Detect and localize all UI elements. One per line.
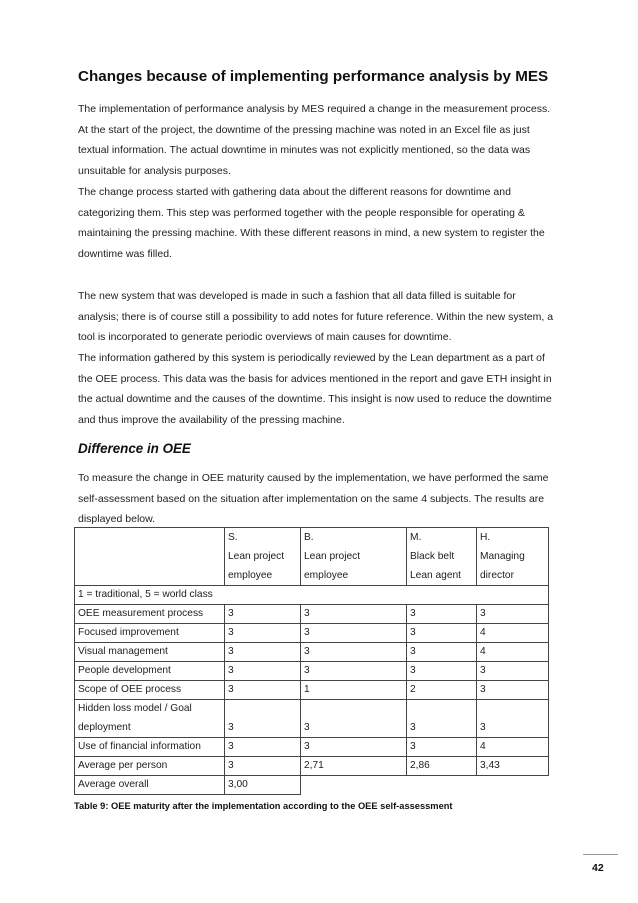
score-cell: 3	[407, 643, 477, 662]
text-line: the actual downtime and the causes of the downtime. This insight is now used to reduce the downtime	[78, 393, 552, 406]
score-cell: 3	[225, 700, 301, 738]
text-line: displayed below.	[78, 513, 156, 526]
score-cell: 4	[477, 738, 549, 757]
score-cell: 3	[225, 681, 301, 700]
table-row	[75, 662, 549, 681]
header-code: H.	[480, 532, 491, 543]
row-label: Visual management	[75, 643, 225, 662]
section-heading: Changes because of implementing performance analysis by MES	[78, 68, 549, 85]
score-cell: 4	[477, 643, 549, 662]
text-line: categorizing them. This step was performed together with the people responsible for operating &	[78, 206, 525, 219]
row-label-line: Hidden loss model / Goal	[78, 703, 192, 714]
row-label: Average per person	[75, 757, 225, 776]
paragraph-2	[78, 182, 578, 265]
table-row	[75, 643, 549, 662]
header-code: S.	[228, 532, 238, 543]
score-cell: 3	[225, 643, 301, 662]
text-line: To measure the change in OEE maturity caused by the implementation, we have performed the same	[78, 472, 549, 484]
table-row	[75, 605, 549, 624]
header-role: Lean project	[304, 551, 361, 562]
score-cell: 3	[407, 738, 477, 757]
subsection-heading: Difference in OEE	[78, 441, 191, 456]
score-cell: 3	[407, 662, 477, 681]
score-cell: 3	[301, 738, 407, 757]
header-role: employee	[304, 570, 349, 581]
text-line: The change process started with gathering data about the different reasons for downtime and	[78, 186, 511, 198]
table-header-row	[75, 528, 549, 586]
text-line: textual information. The actual downtime in minutes was not explicitly mentioned, so the data was	[78, 144, 531, 157]
score-cell: 3	[407, 605, 477, 624]
score-cell: 3	[225, 662, 301, 681]
score-cell: 3	[301, 700, 407, 738]
row-label: Focused improvement	[75, 624, 225, 643]
text-line: maintaining the pressing machine. With these different reasons in mind, a new system to register the	[78, 227, 545, 240]
table-row	[75, 757, 549, 776]
row-label: People development	[75, 662, 225, 681]
text-line: downtime was filled.	[78, 248, 172, 261]
header-cell-b	[301, 528, 407, 586]
score-cell: 3,43	[477, 757, 549, 776]
text-line: At the start of the project, the downtime of the pressing machine was noted in an Excel file as just	[78, 123, 530, 136]
paragraph-4	[78, 348, 578, 431]
text-line: The information gathered by this system is periodically reviewed by the Lean department as a part of	[78, 352, 545, 364]
score-cell: 3	[225, 624, 301, 643]
oee-maturity-table	[74, 527, 549, 795]
score-cell: 3	[225, 605, 301, 624]
text-line: The new system that was developed is made in such a fashion that all data filled is suitable for	[78, 290, 516, 302]
text-line: unsuitable for analysis purposes.	[78, 165, 231, 178]
score-cell: 1	[301, 681, 407, 700]
intro-paragraph	[78, 468, 578, 530]
text-line: and thus improve the availability of the pressing machine.	[78, 414, 345, 427]
score-cell: 3	[477, 700, 549, 738]
table-row	[75, 738, 549, 757]
table-row	[75, 624, 549, 643]
scale-note-row	[75, 586, 549, 605]
header-role: Lean agent	[410, 570, 461, 581]
text-line: The implementation of performance analysis by MES required a change in the measurement process.	[78, 103, 551, 115]
scale-note: 1 = traditional, 5 = world class	[75, 586, 549, 605]
table-caption: Table 9: OEE maturity after the implementation according to the OEE self-assessment	[74, 801, 453, 811]
header-role: employee	[228, 570, 273, 581]
row-label: Use of financial information	[75, 738, 225, 757]
row-label	[75, 700, 225, 738]
score-cell: 3	[301, 605, 407, 624]
row-label: Scope of OEE process	[75, 681, 225, 700]
header-role: Lean project	[228, 551, 285, 562]
header-role: director	[480, 570, 514, 581]
text-line: tool is incorporated to generate periodic overviews of main causes for downtime.	[78, 331, 452, 344]
text-line: self-assessment based on the situation after implementation on the same 4 subjects. The results are	[78, 492, 545, 505]
table-row	[75, 681, 549, 700]
header-cell-s	[225, 528, 301, 586]
paragraph-1	[78, 99, 578, 182]
table-corner-cell	[75, 528, 225, 586]
header-cell-h	[477, 528, 549, 586]
text-line: the OEE process. This data was the basis for advices mentioned in the report and gave ETH insight in	[78, 372, 552, 385]
table-row	[75, 700, 549, 738]
text-line: analysis; there is of course still a possibility to add notes for future reference. Within the new system, a	[78, 310, 554, 323]
footer-divider	[583, 854, 618, 855]
score-cell: 3	[477, 605, 549, 624]
header-role: Black belt	[410, 551, 455, 562]
score-cell: 3	[301, 643, 407, 662]
score-cell: 4	[477, 624, 549, 643]
score-cell: 3	[301, 662, 407, 681]
overall-value: 3,00	[225, 776, 301, 795]
score-cell: 3	[225, 738, 301, 757]
score-cell: 3	[225, 757, 301, 776]
header-role: Managing	[480, 551, 525, 562]
paragraph-3	[78, 286, 578, 348]
score-cell: 3	[407, 624, 477, 643]
overall-row	[75, 776, 549, 795]
header-code: M.	[410, 532, 422, 543]
score-cell: 2,71	[301, 757, 407, 776]
score-cell: 3	[301, 624, 407, 643]
header-code: B.	[304, 532, 314, 543]
page-number: 42	[592, 862, 604, 874]
row-label-line: deployment	[78, 721, 131, 733]
row-label: Average overall	[75, 776, 225, 795]
score-cell: 3	[477, 681, 549, 700]
score-cell: 3	[407, 700, 477, 738]
row-label: OEE measurement process	[75, 605, 225, 624]
score-cell: 2	[407, 681, 477, 700]
score-cell: 3	[477, 662, 549, 681]
header-cell-m	[407, 528, 477, 586]
score-cell: 2,86	[407, 757, 477, 776]
